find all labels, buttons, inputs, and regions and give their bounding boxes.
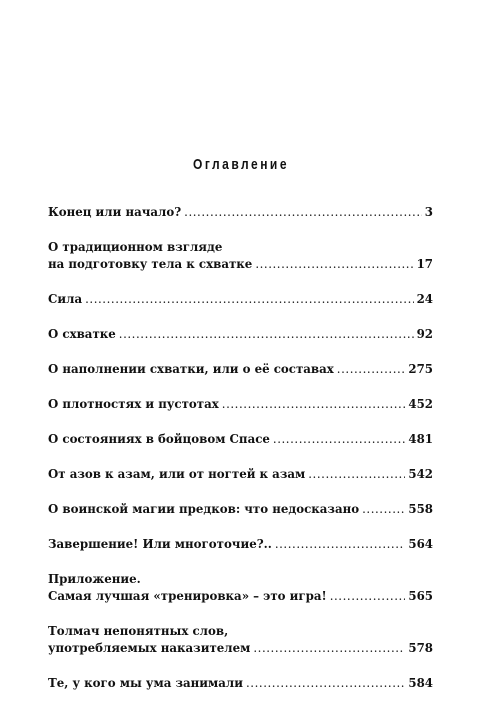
toc-title: Оглавление	[193, 155, 289, 173]
toc-entry-page: 92	[416, 327, 433, 341]
toc-entry[interactable]	[48, 623, 433, 657]
toc-entry-page: 3	[424, 205, 433, 219]
toc-entry-row	[48, 291, 433, 308]
toc-entry[interactable]	[48, 675, 433, 692]
toc-entry-page: 542	[408, 467, 433, 481]
toc-entry-row	[48, 396, 433, 413]
toc-entry-page: 24	[416, 292, 433, 306]
toc-entry-title: О наполнении схватки, или о её составах	[48, 362, 334, 376]
toc-entry-page: 17	[416, 257, 433, 271]
toc-entry-row	[48, 204, 433, 221]
toc-entry[interactable]	[48, 326, 433, 343]
dot-leader	[273, 431, 405, 448]
toc-entry-title-line: Приложение.	[48, 572, 141, 586]
toc-entry-page: 558	[408, 502, 433, 516]
dot-leader	[119, 326, 414, 343]
dot-leader	[222, 396, 406, 413]
toc-entry[interactable]	[48, 501, 433, 518]
dot-leader	[337, 361, 406, 378]
toc-entry-title: От азов к азам, или от ногтей к азам	[48, 467, 306, 481]
toc-entry-title: О схватке	[48, 327, 116, 341]
toc-entry-title: О плотностях и пустотах	[48, 397, 219, 411]
dot-leader	[85, 291, 413, 308]
dot-leader	[308, 466, 405, 483]
toc-entry-title: О воинской магии предков: что недосказано	[48, 502, 360, 516]
dot-leader	[184, 204, 422, 221]
toc-entry[interactable]	[48, 239, 433, 273]
toc-entry-row	[48, 326, 433, 343]
toc-entry[interactable]	[48, 361, 433, 378]
toc-entry-row	[48, 536, 433, 553]
toc-entry-title-line: О традиционном взгляде	[48, 240, 223, 254]
toc-entry-title: на подготовку тела к схватке	[48, 257, 253, 271]
toc-entry-row	[48, 675, 433, 692]
toc-entry-title: употребляемых наказителем	[48, 641, 251, 655]
toc-entry-page: 275	[408, 362, 433, 376]
toc-entry[interactable]	[48, 466, 433, 483]
toc-entry-title-line: Толмач непонятных слов,	[48, 624, 229, 638]
dot-leader	[362, 501, 405, 518]
toc-entry-row	[48, 588, 433, 605]
toc-entry-page: 481	[408, 432, 433, 446]
toc-entry[interactable]	[48, 396, 433, 413]
toc-entry-title: Самая лучшая «тренировка» – это игра!	[48, 589, 327, 603]
toc-entry-row	[48, 466, 433, 483]
toc-entry-title: Те, у кого мы ума занимали	[48, 676, 243, 690]
toc-entry-row	[48, 501, 433, 518]
toc-entry[interactable]	[48, 204, 433, 221]
dot-leader	[275, 536, 406, 553]
toc-entry-row	[48, 256, 433, 273]
toc-entry-page: 565	[408, 589, 433, 603]
toc-entry-page: 452	[408, 397, 433, 411]
table-of-contents	[48, 204, 433, 710]
toc-entry-row	[48, 361, 433, 378]
toc-entry-page: 584	[408, 676, 433, 690]
dot-leader	[253, 640, 405, 657]
toc-entry-page: 564	[408, 537, 433, 551]
toc-entry[interactable]	[48, 431, 433, 448]
dot-leader	[246, 675, 405, 692]
toc-entry[interactable]	[48, 571, 433, 605]
toc-entry[interactable]	[48, 291, 433, 308]
toc-entry-row	[48, 431, 433, 448]
dot-leader	[330, 588, 406, 605]
toc-entry-title: Завершение! Или многоточие?..	[48, 537, 272, 551]
toc-entry[interactable]	[48, 536, 433, 553]
dot-leader	[255, 256, 413, 273]
toc-entry-row	[48, 640, 433, 657]
toc-entry-page: 578	[408, 641, 433, 655]
toc-entry-title: О состояниях в бойцовом Спасе	[48, 432, 270, 446]
toc-entry-title: Сила	[48, 292, 83, 306]
toc-entry-title: Конец или начало?	[48, 205, 182, 219]
